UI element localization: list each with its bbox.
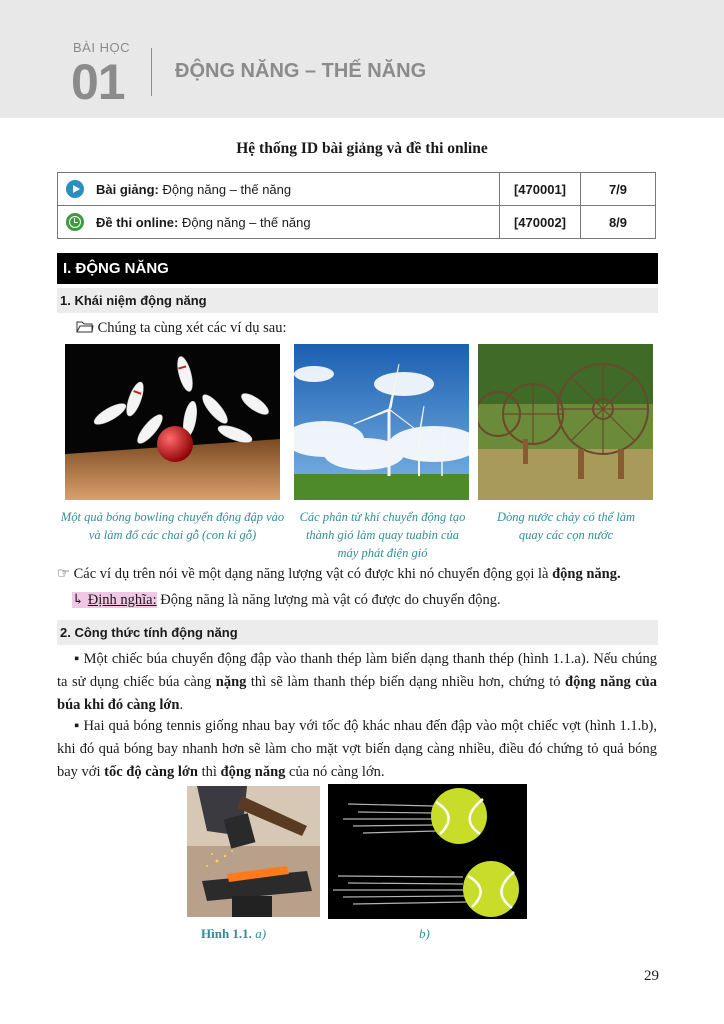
bowling-image — [65, 344, 280, 500]
row-type: Bài giảng: — [96, 181, 159, 197]
conclusion-text: Các ví dụ trên nói về một dạng năng lượng vật có được khi nó chuyển động gọi là — [73, 566, 553, 582]
lesson-number: 01 — [71, 54, 125, 110]
row-page: 7/9 — [581, 173, 656, 206]
id-row-lecture[interactable] — [58, 173, 656, 206]
paragraph-hammer — [57, 648, 657, 717]
caption-wind: Các phân tử khí chuyển động tạo thành gió làm quay tuabin của máy phát điện gió — [299, 510, 466, 560]
caption-bowling: Một quả bóng bowling chuyển động đập vào và làm đổ các chai gỗ (con ki gỗ) — [60, 510, 285, 542]
p2-text-e: của nó càng lớn. — [285, 764, 385, 780]
p1-text-e: . — [179, 697, 184, 713]
row-name: Động năng – thế năng — [158, 181, 292, 197]
bullet-icon: ▪ — [74, 651, 80, 667]
p1-text-a: Một chiếc búa chuyển động đập vào thanh thép làm biến dạng thanh thép (hình 1.1.a). Nếu chúng ta sử dụng chiếc búa càng — [57, 651, 658, 690]
header-divider — [151, 48, 152, 96]
p2-text-c: thì — [197, 764, 221, 780]
id-table — [57, 172, 656, 239]
definition-text: Động năng là năng lượng mà vật có được do chuyển động. — [156, 592, 501, 608]
figure-a-label: a) — [255, 926, 267, 941]
tennis-ball-image — [328, 784, 527, 919]
pointing-hand-icon: ☞ — [57, 566, 70, 582]
p1-text-c: thì sẽ làm thanh thép biến dạng nhiều hơn, chứng tỏ — [246, 674, 566, 690]
figure-b-label: b) — [419, 926, 430, 941]
folder-icon — [76, 320, 94, 333]
hammer-image — [187, 786, 320, 917]
p2-bold-speed: tốc độ càng lớn — [104, 764, 198, 780]
row-id: [470002] — [500, 206, 581, 239]
subsection-heading-1: 1. Khái niệm động năng — [57, 288, 658, 313]
clock-icon — [66, 213, 84, 231]
p1-bold-energy: động năng của búa khi đó càng lớn — [57, 674, 657, 713]
page-number: 29 — [644, 968, 659, 984]
play-icon — [66, 180, 84, 198]
lesson-title: ĐỘNG NĂNG – THẾ NĂNG — [175, 60, 427, 82]
intro-line — [76, 317, 286, 339]
arrow-icon: ↳ — [72, 592, 85, 608]
row-type: Đề thi online: — [96, 214, 179, 230]
definition-label: Định nghĩa: — [87, 592, 157, 608]
row-name: Động năng – thế năng — [178, 214, 311, 230]
lesson-header — [0, 0, 724, 118]
conclusion — [57, 563, 672, 585]
p2-text-a: Hai quả bóng tennis giống nhau bay với tốc độ khác nhau đến đập vào một chiếc vợt (hình 1.1.b), khi đó quả bóng bay nhanh hơn sẽ làm cho mặt vợt biến dạng càng nhiều, điều đó chứng tỏ quả bóng bay với — [57, 718, 658, 780]
figure-caption-a — [201, 926, 266, 942]
lesson-label: BÀI HỌC — [73, 40, 130, 55]
p2-bold-energy: động năng — [220, 764, 286, 780]
section-heading: I. ĐỘNG NĂNG — [57, 253, 658, 284]
paragraph-tennis — [57, 715, 657, 784]
id-system-title: Hệ thống ID bài giảng và đề thi online — [236, 140, 488, 157]
id-row-exam[interactable] — [58, 206, 656, 239]
row-page: 8/9 — [581, 206, 656, 239]
conclusion-bold: động năng. — [552, 566, 621, 582]
definition-label-box — [72, 592, 157, 608]
figure-label: Hình 1.1. — [201, 926, 252, 941]
caption-water: Dòng nước chảy có thể làm quay các cọn nước — [496, 510, 636, 542]
definition — [72, 589, 662, 611]
p1-bold-heavy: nặng — [215, 674, 247, 690]
row-id: [470001] — [500, 173, 581, 206]
water-wheel-image — [478, 344, 653, 500]
subsection-heading-2: 2. Công thức tính động năng — [57, 620, 658, 645]
intro-text: Chúng ta cùng xét các ví dụ sau: — [97, 320, 287, 336]
wind-turbine-image — [294, 344, 469, 500]
bullet-icon: ▪ — [74, 718, 80, 734]
